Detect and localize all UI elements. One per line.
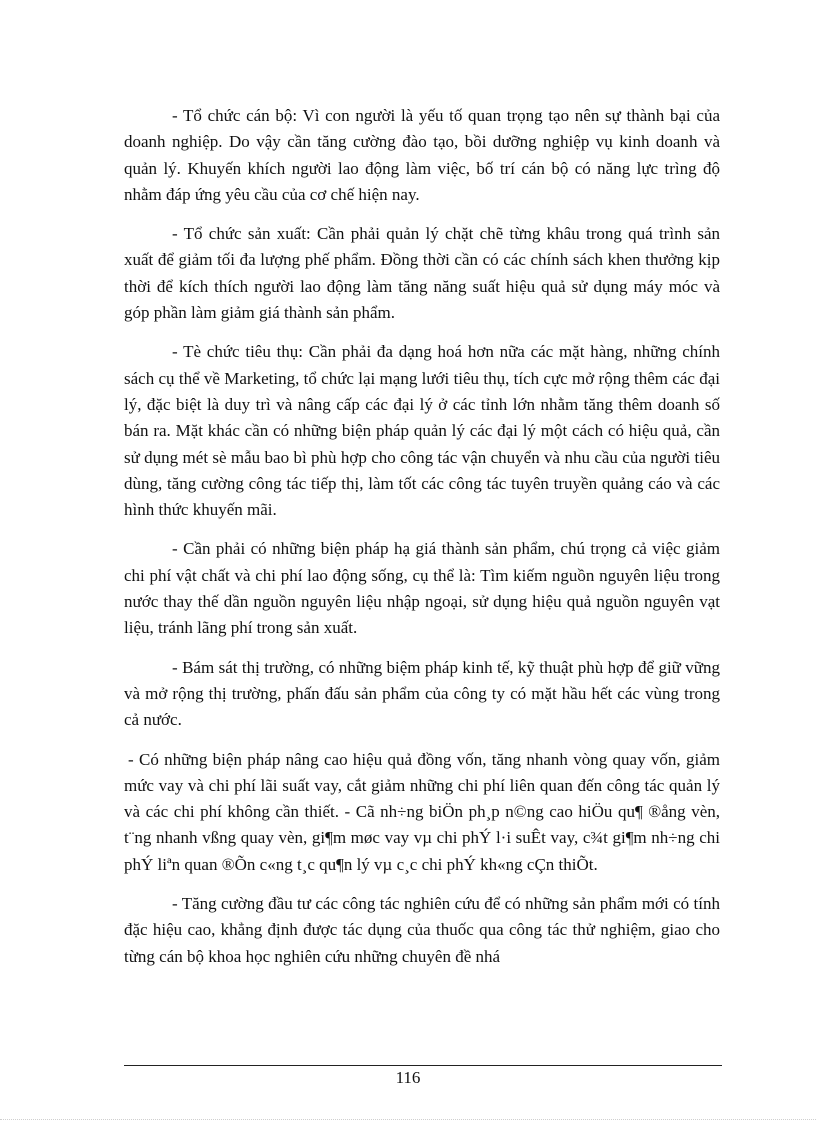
footer-rule bbox=[124, 1065, 722, 1066]
page-body bbox=[124, 103, 720, 970]
paragraph-staff-organization: - Tổ chức cán bộ: Vì con người là yếu tố quan trọng tạo nên sự thành bại của doanh nghiệp. Do vậy cần tăng cường đào tạo, bồi dưỡng nghiệp vụ kinh doanh và quản lý. Khuyến khích người lao động làm việc, bố trí cán bộ có năng lực trìng độ nhằm đáp ứng yêu cầu của cơ chế hiện nay. bbox=[124, 106, 720, 204]
paragraph-market-expansion: - Bám sát thị trường, có những biệm pháp kinh tế, kỹ thuật phù hợp để giữ vững và mở rộng thị trường, phấn đấu sản phẩm của công ty có mặt hầu hết các vùng trong cả nước. bbox=[124, 657, 720, 730]
paragraph-production-organization: - Tổ chức sản xuất: Cần phải quản lý chặt chẽ từng khâu trong quá trình sản xuất để giảm tối đa lượng phế phẩm. Đồng thời cần có các chính sách khen thưởng kịp thời để kích thích người lao động làm tăng năng suất hiệu quả sử dụng máy móc và góp phần làm giảm giá thành sản phẩm. bbox=[124, 224, 720, 323]
paragraph-sales-organization: - Tè chức tiêu thụ: Cần phải đa dạng hoá hơn nữa các mặt hàng, những chính sách cụ thể về Marketing, tổ chức lại mạng lưới tiêu thụ, tích cực mở rộng thêm các đại lý, đặc biệt là duy trì và nâng cấp các đại lý ở các tỉnh lớn nhằm tăng thêm doanh số bán ra. Mặt khác cần có những biện pháp quản lý các đại lý một cách có hiệu quả, cần sử dụng mét sè mẫu bao bì phù hợp cho công tác vận chuyển và nhu cầu của người tiêu dùng, tăng cường công tác tiếp thị, làm tốt các công tác tuyên truyền quảng cáo và các hình thức khuyến mãi. bbox=[124, 342, 720, 520]
page-number: 116 bbox=[395, 1068, 421, 1087]
paragraph-cost-reduction: - Cần phải có những biện pháp hạ giá thành sản phẩm, chú trọng cả việc giảm chi phí vật chất và chi phí lao động sống, cụ thể là: Tìm kiếm nguồn nguyên liệu trong nước thay thế dần nguồn nguyên liệu nhập ngoại, sử dụng hiệu quả nguồn nguyên vạt liệu, tránh lãng phí trong sản xuất. bbox=[124, 539, 720, 638]
paragraph-research-investment: - Tăng cường đầu tư các công tác nghiên cứu để có những sản phẩm mới có tính đặc hiệu cao, khẳng định được tác dụng của thuốc qua công tác thử nghiệm, giao cho từng cán bộ khoa học nghiên cứu những chuyên đề nhá bbox=[124, 894, 720, 966]
paragraph-capital-efficiency: - Có những biện pháp nâng cao hiệu quả đồng vốn, tăng nhanh vòng quay vốn, giảm mức vay và chi phí lãi suất vay, cắt giảm những chi phí liên quan đến công tác quản lý và các chi phí không cần thiết. - Cã nh÷ng biÖn ph¸p n©ng cao hiÖu qu¶ ®ång vèn, t¨ng nhanh vßng quay vèn, gi¶m møc vay vµ chi phÝ l·i suÊt vay, c¾t gi¶m nh÷ng chi phÝ liªn quan ®Õn c«ng t¸c qu¶n lý vµ c¸c chi phÝ kh«ng cÇn thiÕt. bbox=[124, 749, 720, 874]
page-bottom-border bbox=[0, 1119, 816, 1120]
